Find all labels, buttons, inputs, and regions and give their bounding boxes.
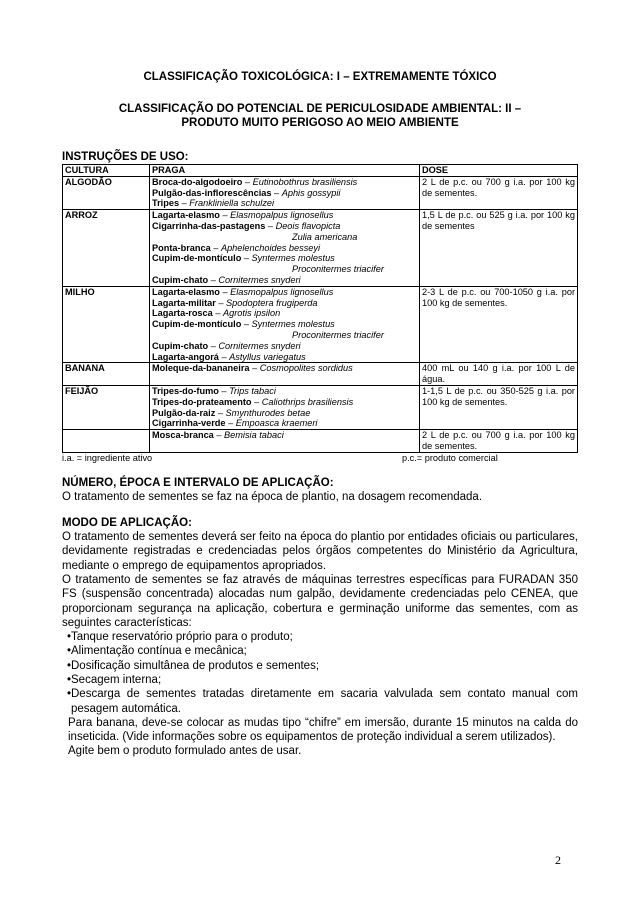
pest-separator: –	[249, 363, 260, 374]
table-row	[63, 385, 578, 429]
list-item: • Descarga de sementes tratadas diretamente em sacaria valvulada sem contato manual com pesagem automática.	[62, 687, 578, 716]
table-row	[63, 363, 578, 386]
modo-paragraph-agite: Agite bem o produto formulado antes de usar.	[68, 745, 302, 758]
pest-separator: –	[265, 220, 276, 231]
pest-common-name: Cupim-de-montículo	[152, 319, 242, 330]
pest-line	[152, 352, 417, 363]
pest-scientific-name: Cornitermes snyderi	[218, 340, 301, 351]
pest-scientific-name: Proconitermes triacifer	[292, 264, 384, 275]
dose-cell: 1-1,5 L de p.c. ou 350-525 g i.a. por 100 kg de sementes.	[420, 385, 578, 429]
pest-line	[152, 264, 417, 275]
pest-common-name: Mosca-branca	[152, 430, 214, 441]
intervalo-text: O tratamento de sementes se faz na época de plantio, na dosagem recomendada.	[62, 490, 483, 503]
pest-separator: –	[241, 253, 252, 264]
pest-cell	[150, 430, 420, 453]
pest-scientific-name: Empoasca kraemeri	[235, 418, 318, 429]
pest-scientific-name: Eutinobothrus brasiliensis	[252, 176, 358, 187]
pest-common-name: Lagarta-angorá	[152, 351, 219, 362]
crop-cell: FEIJÃO	[63, 385, 150, 429]
pest-line	[152, 363, 417, 374]
table-notes	[62, 453, 578, 464]
pest-separator: –	[251, 396, 262, 407]
pest-line	[152, 319, 417, 330]
crop-cell: ARROZ	[63, 210, 150, 287]
pest-scientific-name: Bemisia tabaci	[224, 430, 284, 441]
modo-paragraph-1: O tratamento de sementes deverá ser feito na época do plantio por entidades oficiais ou particulares, devidamente registradas e credenciadas pelos órgãos competentes do Ministério da Agricultura, mediante o emprego de equipamentos apropriados.	[62, 531, 578, 572]
environmental-classification-line1: CLASSIFICAÇÃO DO POTENCIAL DE PERICULOSIDADE AMBIENTAL: II –	[118, 103, 522, 115]
pest-line	[152, 341, 417, 352]
pest-line	[152, 418, 417, 429]
table-row	[63, 176, 578, 209]
pest-scientific-name: Aphelenchoides besseyi	[220, 242, 321, 253]
pest-common-name: Cupim-chato	[152, 340, 209, 351]
pest-common-name: Tripes-do-fumo	[152, 385, 219, 396]
table-header-row	[63, 165, 578, 177]
pest-scientific-name: Spodoptera frugiperda	[226, 297, 318, 308]
pest-separator: –	[215, 297, 227, 308]
pest-line	[152, 386, 417, 397]
pest-scientific-name: Syntermes molestus	[251, 319, 335, 330]
pest-cell	[150, 385, 420, 429]
pest-line	[152, 275, 417, 286]
pest-separator: –	[225, 418, 236, 429]
pest-separator: –	[212, 308, 223, 319]
pest-common-name: Pulgão-das-inflorescências	[152, 187, 272, 198]
pest-common-name: Lagarta-militar	[152, 297, 216, 308]
pest-common-name: Tripes	[152, 198, 180, 209]
pest-separator: –	[208, 340, 219, 351]
pest-scientific-name: Deois flavopicta	[275, 220, 341, 231]
pest-separator: –	[208, 274, 219, 285]
pest-scientific-name: Cornitermes snyderi	[218, 274, 301, 285]
pest-common-name: Cigarrinha-das-pastagens	[152, 220, 266, 231]
pest-line	[152, 188, 417, 199]
pest-line	[152, 397, 417, 408]
bullet-icon: •	[66, 645, 71, 658]
pest-common-name: Moleque-da-bananeira	[152, 363, 250, 374]
pest-scientific-name: Proconitermes triacifer	[292, 329, 384, 340]
instructions-heading: INSTRUÇÕES DE USO:	[62, 151, 189, 163]
list-item: • Tanque reservatório próprio para o produto;	[62, 630, 578, 644]
toxicological-classification: CLASSIFICAÇÃO TOXICOLÓGICA: I – EXTREMAMENTE TÓXICO	[143, 71, 497, 83]
pest-line	[152, 198, 417, 209]
pest-line	[152, 232, 417, 243]
pest-line	[152, 221, 417, 232]
pest-separator: –	[210, 242, 221, 253]
list-item: • Alimentação contínua e mecânica;	[62, 644, 578, 658]
note-produto-comercial: p.c.= produto comercial	[402, 452, 498, 463]
pest-cell	[150, 210, 420, 287]
pest-separator: –	[219, 286, 231, 297]
usage-table	[62, 164, 578, 453]
pest-scientific-name: Agrotis ipsilon	[222, 308, 281, 319]
pest-common-name: Cigarrinha-verde	[152, 418, 226, 429]
bullet-icon: •	[66, 688, 71, 701]
page-number: 2	[555, 853, 561, 867]
pest-separator: –	[213, 430, 225, 441]
pest-separator: –	[271, 187, 282, 198]
pest-common-name: Lagarta-elasmo	[152, 286, 220, 297]
pest-scientific-name: Caliothrips brasiliensis	[261, 396, 354, 407]
pest-common-name: Pulgão-da-raiz	[152, 407, 216, 418]
modo-paragraph-2: O tratamento de sementes se faz através de máquinas terrestres específicas para FURADAN 350 FS (suspensão concentrada) alocadas num galpão, devidamente credenciadas pelo CENEA, que proporcionam segurança na aplicação, cobertura e germinação uniforme das sementes, com as seguintes características:	[62, 573, 578, 629]
pest-common-name: Tripes-do-prateamento	[152, 396, 252, 407]
pest-scientific-name: Astyllus variegatus	[229, 351, 306, 362]
table-row	[63, 286, 578, 363]
modo-paragraph-banana: Para banana, deve-se colocar as mudas tipo “chifre” em imersão, durante 15 minutos na calda do inseticida. (Vide informações sobre os equipamentos de proteção individual a serem utilizados).	[68, 716, 578, 744]
pest-line	[152, 253, 417, 264]
dose-cell: 1,5 L de p.c. ou 525 g i.a. por 100 kg de sementes	[420, 210, 578, 287]
pest-cell	[150, 176, 420, 209]
column-header-dose: DOSE	[420, 165, 578, 177]
pest-line	[152, 177, 417, 188]
pest-scientific-name: Cosmopolites sordidus	[259, 363, 353, 374]
column-header-cultura: CULTURA	[63, 165, 150, 177]
pest-common-name: Broca-do-algodoeiro	[152, 176, 243, 187]
pest-common-name: Ponta-branca	[152, 242, 211, 253]
pest-scientific-name: Smynthurodes betae	[225, 407, 311, 418]
pest-line	[152, 430, 417, 441]
pest-line	[152, 308, 417, 319]
list-item: • Secagem interna;	[62, 673, 578, 687]
pest-scientific-name: Elasmopalpus lignosellus	[230, 286, 334, 297]
pest-line	[152, 243, 417, 254]
pest-scientific-name: Trips tabaci	[229, 385, 276, 396]
pest-line	[152, 408, 417, 419]
dose-cell: 2 L de p.c. ou 700 g i.a. por 100 kg de sementes.	[420, 176, 578, 209]
crop-cell	[63, 430, 150, 453]
document-page	[62, 70, 578, 759]
pest-cell	[150, 363, 420, 386]
pest-line	[152, 298, 417, 309]
characteristics-list	[62, 630, 578, 716]
bullet-icon: •	[66, 673, 71, 686]
pest-scientific-name: Elasmopalpus lignosellus	[230, 210, 334, 221]
bullet-icon: •	[66, 659, 71, 672]
pest-scientific-name: Aphis gossypii	[281, 187, 341, 198]
note-ingrediente-ativo: i.a. = ingrediente ativo	[62, 452, 153, 463]
crop-cell: MILHO	[63, 286, 150, 363]
dose-cell: 2 L de p.c. ou 700 g i.a. por 100 kg de sementes.	[420, 430, 578, 453]
pest-line	[152, 330, 417, 341]
column-header-praga: PRAGA	[150, 165, 420, 177]
pest-line	[152, 210, 417, 221]
pest-separator: –	[242, 176, 253, 187]
crop-cell: BANANA	[63, 363, 150, 386]
dose-cell: 2-3 L de p.c. ou 700-1050 g i.a. por 100 kg de sementes.	[420, 286, 578, 363]
pest-line	[152, 287, 417, 298]
environmental-classification	[62, 102, 578, 130]
table-row	[63, 430, 578, 453]
pest-separator: –	[219, 210, 231, 221]
pest-common-name: Cupim-de-montículo	[152, 253, 242, 264]
pest-separator: –	[218, 385, 230, 396]
crop-cell: ALGODÃO	[63, 176, 150, 209]
table-row	[63, 210, 578, 287]
pest-common-name: Cupim-chato	[152, 274, 209, 285]
pest-separator: –	[218, 351, 230, 362]
bullet-icon: •	[66, 631, 71, 644]
pest-separator: –	[241, 319, 252, 330]
pest-separator: –	[179, 198, 190, 209]
pest-cell	[150, 286, 420, 363]
list-item: • Dosificação simultânea de produtos e sementes;	[62, 659, 578, 673]
pest-separator: –	[215, 407, 226, 418]
application-interval-section	[62, 476, 578, 504]
pest-common-name: Lagarta-elasmo	[152, 210, 220, 221]
application-mode-section	[62, 516, 578, 759]
dose-cell: 400 mL ou 140 g i.a. por 100 L de água.	[420, 363, 578, 386]
section-heading-intervalo: NÚMERO, ÉPOCA E INTERVALO DE APLICAÇÃO:	[62, 476, 334, 489]
pest-scientific-name: Zulia americana	[292, 231, 358, 242]
section-heading-modo: MODO DE APLICAÇÃO:	[62, 517, 192, 530]
environmental-classification-line2: PRODUTO MUITO PERIGOSO AO MEIO AMBIENTE	[181, 117, 459, 129]
pest-scientific-name: Syntermes molestus	[251, 253, 335, 264]
pest-common-name: Lagarta-rosca	[152, 308, 213, 319]
pest-scientific-name: Frankliniella schulzei	[189, 198, 275, 209]
